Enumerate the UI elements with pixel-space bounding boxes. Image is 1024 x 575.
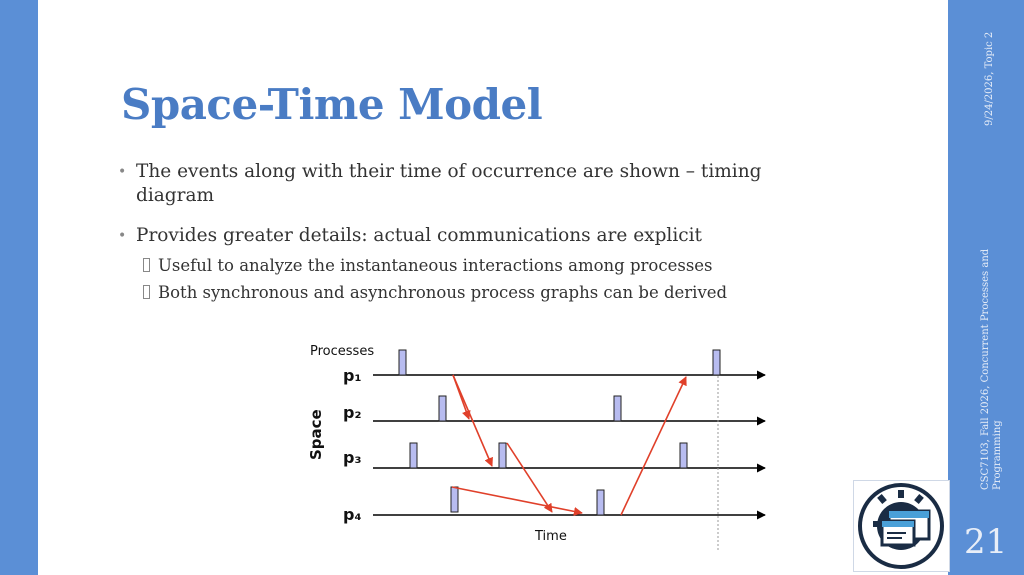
message-arrow <box>452 487 582 513</box>
processes-label: Processes <box>310 344 375 359</box>
event-box <box>439 396 446 421</box>
event-box <box>410 443 417 468</box>
event-box <box>399 350 406 375</box>
slide-date-container <box>984 30 998 130</box>
event-box <box>597 490 604 515</box>
message-arrow <box>507 443 552 512</box>
time-axis-label: Time <box>535 529 567 544</box>
event-box <box>499 443 506 468</box>
event-box <box>713 350 720 375</box>
bullet-text: The events along with their time of occurrence are shown – timing diagram <box>136 161 762 206</box>
process-label-p1: p₁ <box>343 366 362 385</box>
event-box <box>680 443 687 468</box>
message-arrow <box>621 377 686 515</box>
sub-bullet-text: Useful to analyze the instantaneous interactions among processes <box>158 256 713 275</box>
page-number: 21 <box>964 522 1008 562</box>
process-label-p3: p₃ <box>343 448 362 467</box>
sub-bullet-text: Both synchronous and asynchronous process graphs can be derived <box>158 283 728 302</box>
course-footer: CSC7103, Fall 2026, Concurrent Processes and Programming <box>980 248 1003 490</box>
space-axis-label: Space <box>307 409 325 460</box>
bullet-dot-icon: • <box>118 228 127 244</box>
course-footer-container <box>980 215 1010 495</box>
slide-date: 9/24/2026, Topic 2 <box>984 31 995 126</box>
logo <box>853 480 950 572</box>
event-box <box>451 487 458 512</box>
bullet-dot-icon: • <box>118 164 127 180</box>
event-box <box>614 396 621 421</box>
slide-title: Space-Time Model <box>121 80 543 129</box>
bullet-text: Provides greater details: actual communications are explicit <box>136 225 702 246</box>
process-label-p4: p₄ <box>343 505 362 524</box>
gear-window-icon <box>854 481 949 571</box>
process-label-p2: p₂ <box>343 403 362 422</box>
